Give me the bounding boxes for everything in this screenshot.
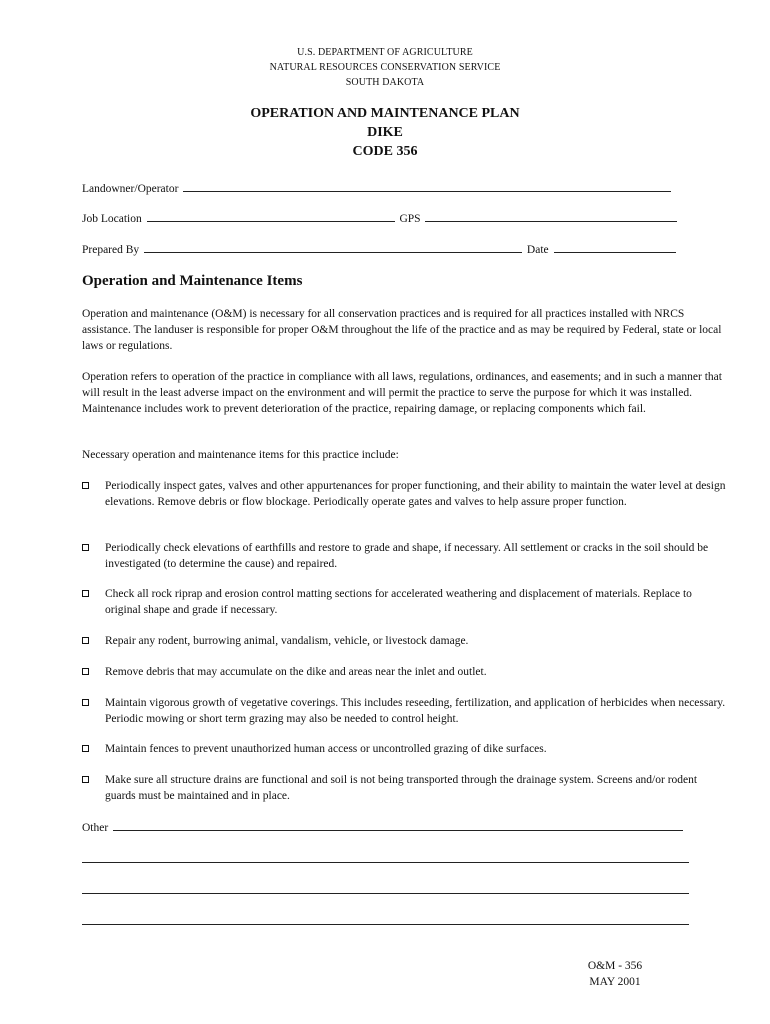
section-heading: Operation and Maintenance Items (82, 273, 303, 289)
job-location-field[interactable] (147, 210, 395, 222)
agency-state: SOUTH DAKOTA (345, 77, 425, 88)
other-label: Other (82, 822, 109, 834)
checklist-item-text: Repair any rodent, burrowing animal, vandalism, vehicle, or livestock damage. (105, 635, 469, 647)
agency-service: NATURAL RESOURCES CONSERVATION SERVICE (269, 62, 501, 73)
checklist-item-text: Remove debris that may accumulate on the dike and areas near the inlet and outlet. (105, 666, 487, 678)
checklist-item-text: Periodically check elevations of earthfills and restore to grade and shape, if necessary. All settlement or cracks in the soil should be investigated (to determine the cause) and repaired. (105, 542, 709, 570)
landowner-label: Landowner/Operator (82, 183, 179, 195)
date-field[interactable] (554, 241, 676, 253)
checklist-item-text: Maintain fences to prevent unauthorized human access or uncontrolled grazing of dike surfaces. (105, 743, 547, 755)
form-date: MAY 2001 (589, 976, 641, 988)
intro-paragraph: Operation and maintenance (O&M) is necessary for all conservation practices and is required for all practices installed with NRCS assistance. The landuser is responsible for proper O&M throughout the life of the practice and as may be required by Federal, state or local laws or regulations. (82, 308, 722, 352)
other-continuation-line[interactable] (82, 893, 689, 894)
checklist-item-text: Maintain vigorous growth of vegetative coverings. This includes reseeding, fertilization, and application of herbicides when necessary. Periodic mowing or short term grazing may also be needed to control height. (105, 697, 726, 725)
date-label: Date (526, 244, 549, 256)
checkbox-icon[interactable] (82, 590, 89, 597)
prepared-by-field[interactable] (144, 241, 522, 253)
checkbox-icon[interactable] (82, 482, 89, 489)
checkbox-icon[interactable] (82, 776, 89, 783)
checkbox-icon[interactable] (82, 668, 89, 675)
job-location-row (82, 210, 679, 225)
document-subtitle: DIKE (367, 125, 403, 140)
gps-label: GPS (399, 213, 421, 225)
gps-field[interactable] (425, 210, 677, 222)
checklist-item-text: Check all rock riprap and erosion control matting sections for accelerated weathering and displacement of materials. Replace to original shape and grade if necessary. (105, 588, 692, 616)
landowner-row (82, 180, 673, 195)
checkbox-icon[interactable] (82, 699, 89, 706)
other-continuation-line[interactable] (82, 862, 689, 863)
document-title: OPERATION AND MAINTENANCE PLAN (250, 106, 520, 121)
other-field[interactable] (113, 819, 683, 831)
checkbox-icon[interactable] (82, 637, 89, 644)
document-code: CODE 356 (352, 144, 418, 159)
prepared-by-row (82, 241, 678, 256)
checkbox-icon[interactable] (82, 745, 89, 752)
prepared-by-label: Prepared By (82, 244, 140, 256)
agency-department: U.S. DEPARTMENT OF AGRICULTURE (297, 47, 473, 58)
checklist-item-text: Periodically inspect gates, valves and other appurtenances for proper functioning, and their ability to maintain the water level at design elevations. Remove debris or flow blockage. Periodically operate gates and valves to help assure proper function. (105, 480, 726, 508)
job-location-label: Job Location (82, 213, 142, 225)
landowner-field[interactable] (183, 180, 671, 192)
items-intro: Necessary operation and maintenance items for this practice include: (82, 449, 399, 461)
other-continuation-line[interactable] (82, 924, 689, 925)
checklist-item-text: Make sure all structure drains are functional and soil is not being transported through the drainage system. Screens and/or rodent guards must be maintained and in place. (105, 774, 698, 802)
form-code: O&M - 356 (587, 960, 643, 972)
other-row (82, 819, 685, 834)
checkbox-icon[interactable] (82, 544, 89, 551)
operation-paragraph: Operation refers to operation of the practice in compliance with all laws, regulations, ordinances, and easements; and in such a manner that will result in the least adverse impact on the environment and will permit the practice to serve the purpose for which it was installed. Maintenance includes work to prevent deterioration of the practice, repairing damage, or replacing components which fail. (82, 371, 722, 415)
